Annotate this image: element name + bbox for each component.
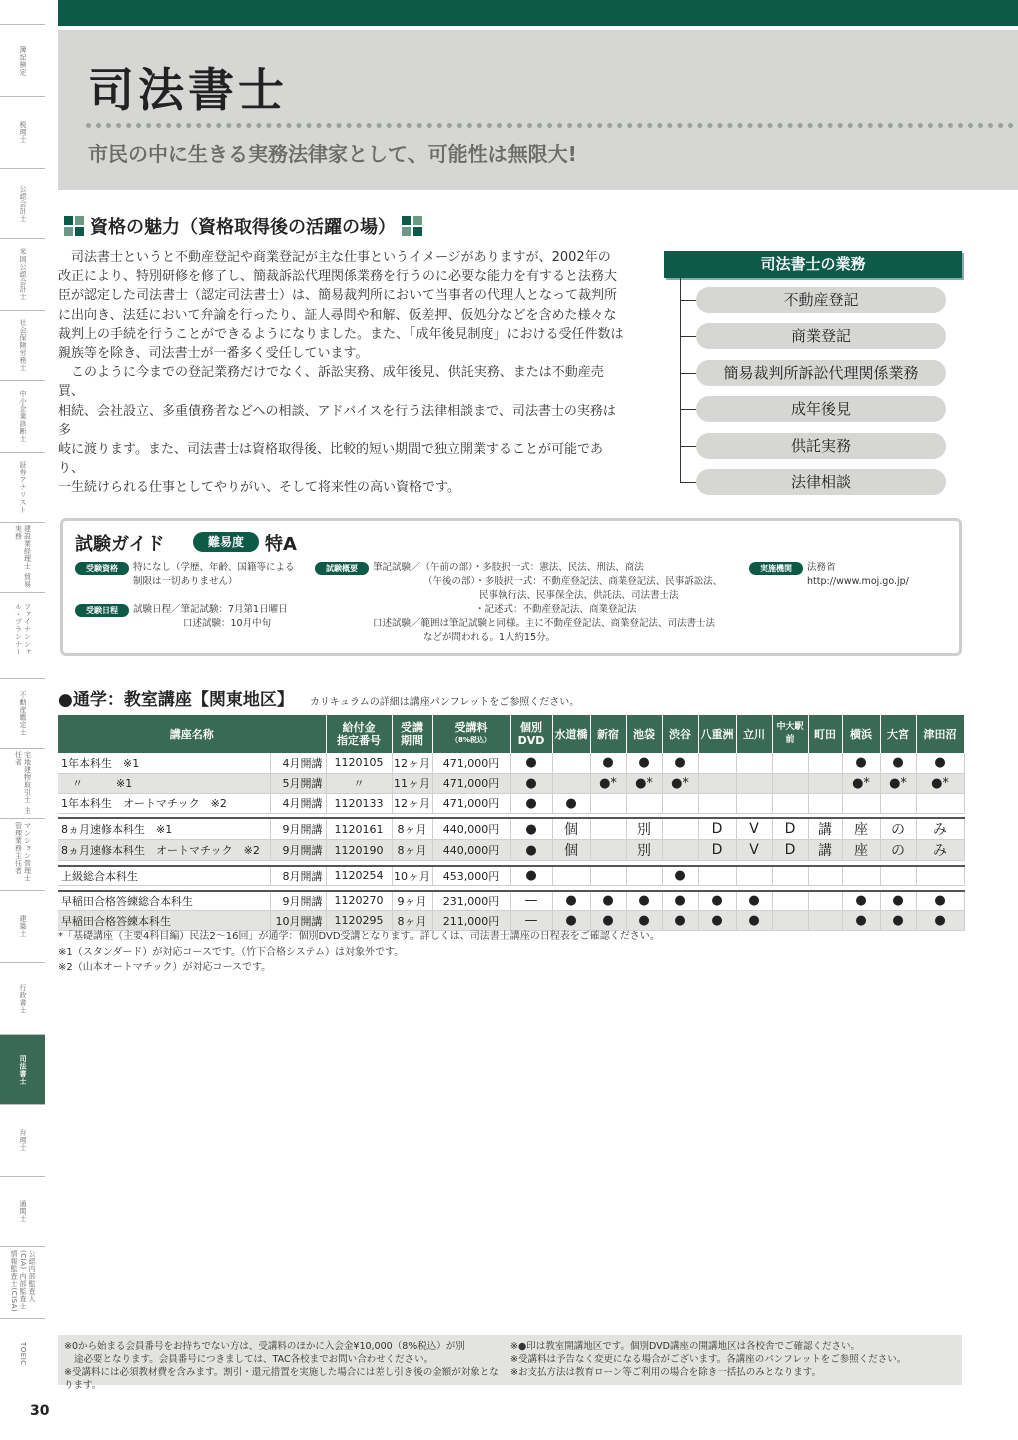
school-mark bbox=[808, 773, 842, 793]
appeal-line: 改正により、特別研修を修了し、簡裁訴訟代理関係業務を行うのに必要な能力を有すると法務大 bbox=[58, 269, 618, 285]
note-line: *「基礎講座（主要4科目編）民法2〜16回」が通学：個別DVD受講となります。詳しくは、司法書士講座の日程表をご確認ください。 bbox=[58, 931, 660, 942]
dvd-only-char: 別 bbox=[626, 840, 662, 861]
school-mark bbox=[662, 793, 698, 813]
course-name: 8ヵ月速修本科生 ※1 bbox=[58, 818, 270, 840]
course-open: 8月開講 bbox=[270, 866, 326, 886]
course-dvd: ● bbox=[510, 753, 552, 773]
school-mark: ● bbox=[880, 911, 916, 931]
school-mark bbox=[736, 773, 772, 793]
course-code: 1120270 bbox=[326, 891, 392, 911]
schedule-heading bbox=[58, 685, 579, 710]
overview-text: 筆記試験／（午前の部）・多肢択一式：憲法、民法、刑法、商法 （午後の部）・多肢択一式：不動産登記法、商業登記法、民事訴訟法、 民事執行法、民事保全法、供託法、司法書士法 ・記述式：不動産登記法、商業登記法 口述試験／範囲は筆記試験と同様。主に不動産登記法、商業登記法、司法書士法 などが問われる。1人約15分。 bbox=[373, 562, 723, 643]
course-open: 4月開講 bbox=[270, 793, 326, 813]
school-mark bbox=[772, 753, 808, 773]
schedule-note: カリキュラムの詳細は講座パンフレットをご参照ください。 bbox=[309, 697, 580, 708]
appeal-line: 一生続けられる仕事としてやりがい、そして将来性の高い資格です。 bbox=[58, 480, 460, 496]
col-header-school: 中大駅前 bbox=[772, 715, 808, 753]
table-row bbox=[58, 911, 964, 931]
school-mark: ●* bbox=[880, 773, 916, 793]
side-index-tab[interactable] bbox=[0, 962, 45, 1034]
side-index-label: 不動産鑑定士 bbox=[19, 691, 27, 736]
side-index-label: 公認内部監査人(CIA) 内部監査士 情報監査士(CISA) bbox=[10, 1249, 36, 1312]
school-mark bbox=[808, 891, 842, 911]
side-index-tab[interactable] bbox=[0, 452, 45, 522]
school-mark: ● bbox=[662, 891, 698, 911]
course-name: 8ヵ月速修本科生 オートマチック ※2 bbox=[58, 840, 270, 861]
table-row bbox=[58, 891, 964, 911]
table-row bbox=[58, 773, 964, 793]
school-mark: ● bbox=[662, 911, 698, 931]
dvd-only-char: 講 bbox=[808, 840, 842, 861]
tree-line bbox=[680, 278, 681, 483]
school-mark: ● bbox=[880, 753, 916, 773]
school-mark: ●* bbox=[662, 773, 698, 793]
table-row bbox=[58, 753, 964, 773]
school-mark: ● bbox=[698, 911, 736, 931]
course-fee: 211,000円 bbox=[432, 911, 510, 931]
side-index-label: 建設業経理士 貿易実務 bbox=[14, 524, 32, 588]
course-code: 1120133 bbox=[326, 793, 392, 813]
school-mark: ● bbox=[626, 891, 662, 911]
course-period: 9ヶ月 bbox=[392, 891, 432, 911]
dvd-only-char bbox=[662, 840, 698, 861]
school-mark bbox=[698, 866, 736, 886]
tree-branch bbox=[680, 336, 696, 337]
course-code: 1120105 bbox=[326, 753, 392, 773]
school-mark bbox=[808, 753, 842, 773]
course-name: 早稲田合格答練本科生 bbox=[58, 911, 270, 931]
school-mark: ● bbox=[916, 753, 964, 773]
side-index-label: 社会保険労務士 bbox=[19, 319, 27, 372]
side-index-tab[interactable] bbox=[0, 1318, 45, 1388]
side-index-tab[interactable] bbox=[0, 310, 45, 380]
side-index-label: 米国公認会計士 bbox=[19, 248, 27, 301]
school-mark: ● bbox=[662, 753, 698, 773]
col-header-school: 新宿 bbox=[590, 715, 626, 753]
course-period: 8ヶ月 bbox=[392, 911, 432, 931]
squares-icon bbox=[64, 216, 84, 236]
school-mark bbox=[552, 773, 590, 793]
appeal-line: 親族等を除き、司法書士が一番多く受任しています。 bbox=[58, 346, 369, 362]
school-mark bbox=[772, 866, 808, 886]
school-mark: ● bbox=[626, 911, 662, 931]
side-index-label: 中小企業診断士 bbox=[19, 390, 27, 443]
dvd-only-char: み bbox=[916, 818, 964, 840]
course-dvd: ● bbox=[510, 818, 552, 840]
course-period: 8ヶ月 bbox=[392, 818, 432, 840]
course-fee: 440,000円 bbox=[432, 840, 510, 861]
course-fee: 453,000円 bbox=[432, 866, 510, 886]
dvd-only-char: み bbox=[916, 840, 964, 861]
note-line: ※2（山本オートマチック）が対応コースです。 bbox=[58, 962, 272, 973]
task-item: 商業登記 bbox=[696, 323, 946, 349]
side-index-label: 通関士 bbox=[19, 1200, 27, 1223]
tree-branch bbox=[680, 409, 696, 410]
course-dvd: — bbox=[510, 891, 552, 911]
side-index-label: 証券アナリスト bbox=[19, 461, 27, 514]
page-title: 司法書士 bbox=[88, 63, 288, 117]
table-row bbox=[58, 793, 964, 813]
side-index-label: 建築士 bbox=[19, 915, 27, 938]
side-index-tab[interactable] bbox=[0, 238, 45, 310]
organizer-text: 法務省 http://www.moj.go.jp/ bbox=[807, 562, 909, 587]
footer-left: ※0から始まる会員番号をお持ちでない方は、受講料のほかに入会金¥10,000（8%税込）が別 途必要となります。会員番号につきましては、TAC各校までお問い合わせください。 ※受講料には必須教材費を含みます。割引・還元措置を実施した場合には差し引き後の金額が対象となります。 bbox=[64, 1341, 499, 1391]
difficulty-value: 特A bbox=[265, 534, 297, 555]
course-open: 9月開講 bbox=[270, 891, 326, 911]
course-code: 1120254 bbox=[326, 866, 392, 886]
school-mark: ● bbox=[842, 891, 880, 911]
organizer-tag: 実施機関 bbox=[749, 562, 803, 575]
side-index-label: ファイナンシャル・プランナー bbox=[14, 602, 32, 655]
school-mark: ● bbox=[552, 891, 590, 911]
dvd-only-char: 個 bbox=[552, 840, 590, 861]
course-name: 上級総合本科生 bbox=[58, 866, 270, 886]
col-header-period: 受講 期間 bbox=[392, 715, 432, 753]
dvd-only-char: D bbox=[698, 840, 736, 861]
tree-branch bbox=[680, 446, 696, 447]
school-mark bbox=[772, 793, 808, 813]
dvd-only-char: 講 bbox=[808, 818, 842, 840]
course-dvd: ● bbox=[510, 866, 552, 886]
dvd-only-char bbox=[662, 818, 698, 840]
side-index-tab[interactable] bbox=[0, 522, 45, 592]
col-header-dvd: 個別 DVD bbox=[510, 715, 552, 753]
side-index-label: 簿記検定 bbox=[19, 45, 27, 76]
dvd-only-char: D bbox=[772, 840, 808, 861]
side-index-label: 行政書士 bbox=[19, 983, 27, 1014]
exam-guide-box bbox=[60, 518, 962, 656]
overview-tag: 試験概要 bbox=[315, 562, 369, 575]
school-mark bbox=[808, 793, 842, 813]
appeal-line: 岐に渡ります。また、司法書士は資格取得後、比較的短い期間で独立開業することが可能であり、 bbox=[58, 442, 603, 477]
school-mark bbox=[916, 793, 964, 813]
side-index-tab[interactable] bbox=[0, 1104, 45, 1176]
school-mark bbox=[698, 793, 736, 813]
footer-notes bbox=[58, 1335, 962, 1391]
col-header-school: 横浜 bbox=[842, 715, 880, 753]
col-header-school: 立川 bbox=[736, 715, 772, 753]
school-mark bbox=[698, 773, 736, 793]
course-period: 12ヶ月 bbox=[392, 793, 432, 813]
course-open: 4月開講 bbox=[270, 753, 326, 773]
school-mark bbox=[772, 891, 808, 911]
appeal-heading-text: 資格の魅力（資格取得後の活躍の場） bbox=[90, 217, 396, 238]
school-mark: ● bbox=[880, 891, 916, 911]
school-mark bbox=[808, 911, 842, 931]
school-mark: ● bbox=[842, 753, 880, 773]
appeal-line: 司法書士というと不動産登記や商業登記が主な仕事というイメージがありますが、2002年の bbox=[71, 250, 611, 265]
school-mark bbox=[590, 793, 626, 813]
school-mark bbox=[842, 866, 880, 886]
school-mark: ● bbox=[736, 911, 772, 931]
dvd-only-char: D bbox=[698, 818, 736, 840]
side-index-tab[interactable] bbox=[0, 678, 45, 748]
school-mark: ●* bbox=[626, 773, 662, 793]
appeal-line: 裁判上の手続を行うことができるようになりました。また、「成年後見制度」における受任件数は bbox=[58, 326, 624, 342]
col-header-school: 渋谷 bbox=[662, 715, 698, 753]
school-mark bbox=[736, 866, 772, 886]
side-index-tab[interactable] bbox=[0, 168, 45, 238]
course-open: 9月開講 bbox=[270, 840, 326, 861]
side-index-label: マンション管理士 管理業務主任者 bbox=[14, 821, 32, 882]
appeal-line: に出向き、法廷において弁論を行ったり、証人尋問や和解、仮差押、仮処分などを含めた様々な bbox=[58, 307, 617, 323]
course-name: 早稲田合格答練総合本科生 bbox=[58, 891, 270, 911]
school-mark: ● bbox=[626, 753, 662, 773]
school-mark bbox=[626, 793, 662, 813]
course-period: 10ヶ月 bbox=[392, 866, 432, 886]
task-item: 供託実務 bbox=[696, 433, 946, 459]
side-index-tab[interactable] bbox=[0, 1176, 45, 1246]
school-mark bbox=[736, 793, 772, 813]
course-open: 9月開講 bbox=[270, 818, 326, 840]
schedule-tag: 受験日程 bbox=[75, 604, 129, 617]
course-dvd: ● bbox=[510, 793, 552, 813]
school-mark bbox=[916, 866, 964, 886]
qualification-text: 特になし（学歴、年齢、国籍等による 制限は一切ありません） bbox=[133, 562, 295, 587]
table-row bbox=[58, 818, 964, 840]
side-index-label: 宅地建物取引士 主任者 bbox=[14, 750, 32, 814]
side-index bbox=[0, 24, 45, 1388]
side-index-label: 税理士 bbox=[19, 121, 27, 144]
course-dvd: — bbox=[510, 911, 552, 931]
squares-icon bbox=[402, 216, 422, 236]
side-index-tab[interactable] bbox=[0, 748, 45, 818]
school-mark bbox=[736, 753, 772, 773]
task-item: 簡易裁判所訴訟代理関係業務 bbox=[696, 360, 946, 386]
dvd-only-char bbox=[590, 818, 626, 840]
course-fee: 440,000円 bbox=[432, 818, 510, 840]
col-header-fee: 受講料 （8%税込） bbox=[432, 715, 510, 753]
side-index-tab[interactable] bbox=[0, 890, 45, 962]
dvd-only-char: 座 bbox=[842, 818, 880, 840]
school-mark: ● bbox=[552, 793, 590, 813]
school-mark: ●* bbox=[590, 773, 626, 793]
schedule-notes bbox=[58, 929, 660, 976]
school-mark: ● bbox=[916, 891, 964, 911]
school-mark: ● bbox=[916, 911, 964, 931]
school-mark: ●* bbox=[842, 773, 880, 793]
course-period: 8ヶ月 bbox=[392, 840, 432, 861]
course-code: 1120190 bbox=[326, 840, 392, 861]
school-mark bbox=[626, 866, 662, 886]
course-code: 1120295 bbox=[326, 911, 392, 931]
school-mark bbox=[880, 793, 916, 813]
course-dvd: ● bbox=[510, 773, 552, 793]
header-band bbox=[58, 30, 1018, 190]
col-header-school: 池袋 bbox=[626, 715, 662, 753]
side-index-label: 司法書士 bbox=[19, 1054, 27, 1085]
note-line: ※1（スタンダード）が対応コースです。（竹下合格システム）は対象外です。 bbox=[58, 946, 405, 958]
tree-branch bbox=[680, 482, 696, 483]
school-mark: ● bbox=[590, 753, 626, 773]
dvd-only-char: V bbox=[736, 840, 772, 861]
col-header-school: 津田沼 bbox=[916, 715, 964, 753]
course-fee: 471,000円 bbox=[432, 753, 510, 773]
tree-branch bbox=[680, 300, 696, 301]
school-mark bbox=[772, 911, 808, 931]
course-fee: 231,000円 bbox=[432, 891, 510, 911]
side-index-tab[interactable] bbox=[0, 592, 45, 678]
school-mark: ●* bbox=[916, 773, 964, 793]
col-header-school: 町田 bbox=[808, 715, 842, 753]
top-bar bbox=[58, 0, 1018, 26]
course-code: 1120161 bbox=[326, 818, 392, 840]
difficulty-badge: 難易度 bbox=[193, 532, 259, 552]
page-number: 30 bbox=[30, 1403, 50, 1419]
school-mark bbox=[808, 866, 842, 886]
dvd-only-char bbox=[590, 840, 626, 861]
dvd-only-char: の bbox=[880, 840, 916, 861]
dvd-only-char: 別 bbox=[626, 818, 662, 840]
school-mark bbox=[590, 866, 626, 886]
school-mark bbox=[552, 753, 590, 773]
side-index-tab[interactable] bbox=[0, 96, 45, 168]
course-name: 1年本科生 オートマチック ※2 bbox=[58, 793, 270, 813]
school-mark: ● bbox=[590, 911, 626, 931]
school-mark: ● bbox=[698, 891, 736, 911]
school-mark bbox=[880, 866, 916, 886]
school-mark bbox=[842, 793, 880, 813]
exam-guide-title: 試験ガイド bbox=[75, 534, 165, 555]
course-name: 〃 ※1 bbox=[58, 773, 270, 793]
school-mark: ● bbox=[590, 891, 626, 911]
course-code: 〃 bbox=[326, 773, 392, 793]
col-header-school: 水道橋 bbox=[552, 715, 590, 753]
col-header-name: 講座名称 bbox=[58, 715, 326, 753]
col-header-school: 八重洲 bbox=[698, 715, 736, 753]
school-mark: ● bbox=[736, 891, 772, 911]
school-mark: ● bbox=[552, 911, 590, 931]
dotted-divider bbox=[86, 123, 1014, 128]
school-mark: ● bbox=[842, 911, 880, 931]
task-item: 成年後見 bbox=[696, 396, 946, 422]
school-mark: ● bbox=[662, 866, 698, 886]
appeal-heading bbox=[58, 214, 428, 238]
school-mark bbox=[552, 866, 590, 886]
footer-right: ※●印は教室開講地区です。個別DVD講座の開講地区は各校舎でご確認ください。 ※受講料は予告なく変更になる場合がございます。各講座のパンフレットをご参照ください。 ※お支払方法は教育ローン等ご利用の場合を除き一括払のみとなります。 bbox=[510, 1341, 907, 1378]
dvd-only-char: 個 bbox=[552, 818, 590, 840]
task-item: 不動産登記 bbox=[696, 287, 946, 313]
appeal-body bbox=[58, 248, 628, 498]
appeal-line: 臣が認定した司法書士（認定司法書士）は、簡易裁判所において当事者の代理人となって裁判所 bbox=[58, 288, 618, 304]
dvd-only-char: 座 bbox=[842, 840, 880, 861]
course-name: 1年本科生 ※1 bbox=[58, 753, 270, 773]
task-item: 法律相談 bbox=[696, 469, 946, 495]
table-row bbox=[58, 866, 964, 886]
course-dvd: ● bbox=[510, 840, 552, 861]
dvd-only-char: の bbox=[880, 818, 916, 840]
appeal-line: このように今までの登記業務だけでなく、訴訟実務、成年後見、供託実務、または不動産売買、 bbox=[58, 365, 604, 400]
course-open: 5月開講 bbox=[270, 773, 326, 793]
schedule-table bbox=[58, 715, 965, 931]
side-index-tab[interactable] bbox=[0, 24, 45, 96]
course-fee: 471,000円 bbox=[432, 793, 510, 813]
school-mark bbox=[772, 773, 808, 793]
dvd-only-char: D bbox=[772, 818, 808, 840]
organizer-link[interactable]: http://www.moj.go.jp/ bbox=[807, 576, 909, 587]
schedule-text: 試験日程／筆記試験：7月第1日曜日 口述試験：10月中旬 bbox=[133, 604, 288, 629]
side-index-tab[interactable] bbox=[0, 1034, 45, 1104]
appeal-line: 相続、会社設立、多重債務者などへの相談、アドバイスを行う法律相談まで、司法書士の実務は多 bbox=[58, 403, 616, 438]
side-index-label: TOEIC bbox=[19, 1341, 27, 1366]
col-header-school: 大宮 bbox=[880, 715, 916, 753]
side-index-tab[interactable] bbox=[0, 380, 45, 452]
course-fee: 471,000円 bbox=[432, 773, 510, 793]
table-header-row bbox=[58, 715, 964, 753]
table-row bbox=[58, 840, 964, 861]
side-index-label: 弁理士 bbox=[19, 1129, 27, 1152]
page-subtitle: 市民の中に生きる実務法律家として、可能性は無限大! bbox=[88, 142, 577, 166]
school-mark bbox=[698, 753, 736, 773]
course-open: 10月開講 bbox=[270, 911, 326, 931]
col-header-code: 給付金 指定番号 bbox=[326, 715, 392, 753]
qualification-tag: 受験資格 bbox=[75, 562, 129, 575]
schedule-heading-text: ●通学：教室講座【関東地区】 bbox=[58, 690, 294, 710]
side-index-label: 公認会計士 bbox=[19, 184, 27, 223]
dvd-only-char: V bbox=[736, 818, 772, 840]
side-index-tab[interactable] bbox=[0, 818, 45, 890]
course-period: 11ヶ月 bbox=[392, 773, 432, 793]
side-index-tab[interactable] bbox=[0, 1246, 45, 1318]
tasks-title: 司法書士の業務 bbox=[664, 251, 962, 278]
course-period: 12ヶ月 bbox=[392, 753, 432, 773]
tree-branch bbox=[680, 373, 696, 374]
